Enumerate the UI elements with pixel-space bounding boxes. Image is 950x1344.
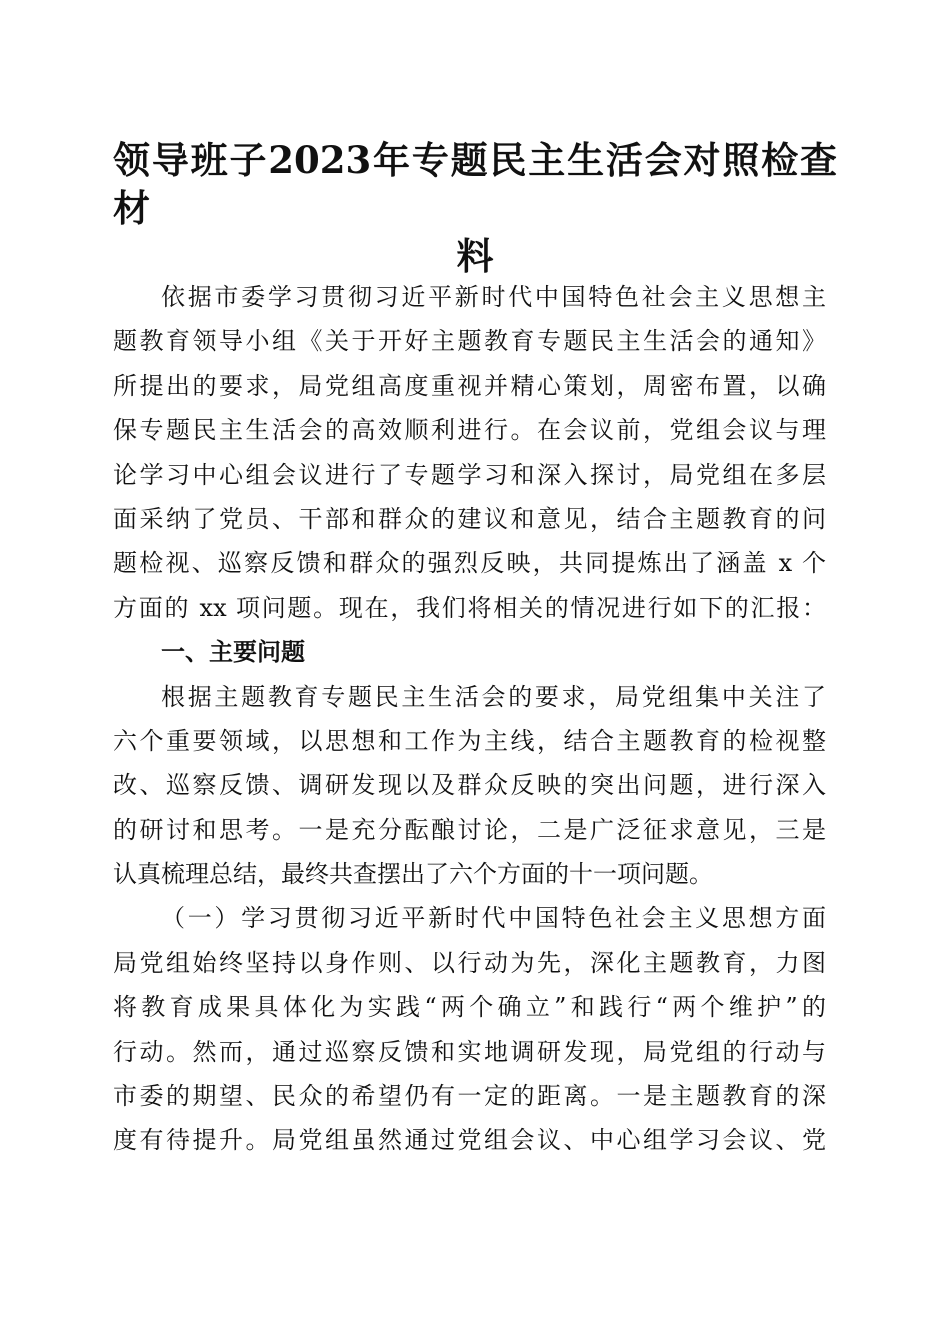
text-line: 根据主题教育专题民主生活会的要求，局党组集中关注了 [161, 682, 826, 711]
paragraph [113, 675, 826, 897]
text-line: 题教育领导小组《关于开好主题教育专题民主生活会的通知》 [113, 327, 826, 356]
text-line: 市委的期望、民众的希望仍有一定的距离。一是主题教育的深 [113, 1082, 826, 1111]
text-line: 保专题民主生活会的高效顺利进行。在会议前，党组会议与理 [113, 416, 826, 445]
text-line: 六个重要领域，以思想和工作为主线，结合主题教育的检视整 [113, 726, 826, 755]
paragraph [113, 896, 826, 1162]
text-line: 的研讨和思考。一是充分酝酿讨论，二是广泛征求意见，三是 [113, 815, 826, 844]
text-line: 行动。然而，通过巡察反馈和实地调研发现，局党组的行动与 [113, 1037, 826, 1066]
text-line: 面采纳了党员、干部和群众的建议和意见，结合主题教育的问 [113, 504, 826, 533]
section-heading [113, 630, 826, 674]
text-line: 局党组始终坚持以身作则、以行动为先，深化主题教育，力图 [113, 948, 826, 977]
title-line-2: 料 [456, 234, 494, 278]
text-line: （一）学习贯彻习近平新时代中国特色社会主义思想方面 [161, 904, 826, 933]
document-title [113, 136, 837, 280]
text-line: 题检视、巡察反馈和群众的强烈反映，共同提炼出了涵盖 x 个 [113, 549, 826, 578]
text-line: 方面的 xx 项问题。现在，我们将相关的情况进行如下的汇报： [113, 593, 826, 622]
document-body [113, 275, 826, 1163]
text-line: 一、主要问题 [161, 638, 305, 667]
text-line: 改、巡察反馈、调研发现以及群众反映的突出问题，进行深入 [113, 771, 826, 800]
text-line: 依据市委学习贯彻习近平新时代中国特色社会主义思想主 [161, 283, 826, 311]
paragraph [113, 275, 826, 630]
text-line: 度有待提升。局党组虽然通过党组会议、中心组学习会议、党 [113, 1126, 826, 1155]
text-line: 所提出的要求，局党组高度重视并精心策划，周密布置，以确 [113, 371, 826, 400]
title-line-1: 领导班子2023年专题民主生活会对照检查材 [113, 138, 837, 230]
text-line: 将教育成果具体化为实践“两个确立”和践行“两个维护”的 [113, 993, 826, 1022]
text-line: 认真梳理总结，最终共查摆出了六个方面的十一项问题。 [113, 860, 713, 889]
text-line: 论学习中心组会议进行了专题学习和深入探讨，局党组在多层 [113, 460, 826, 489]
